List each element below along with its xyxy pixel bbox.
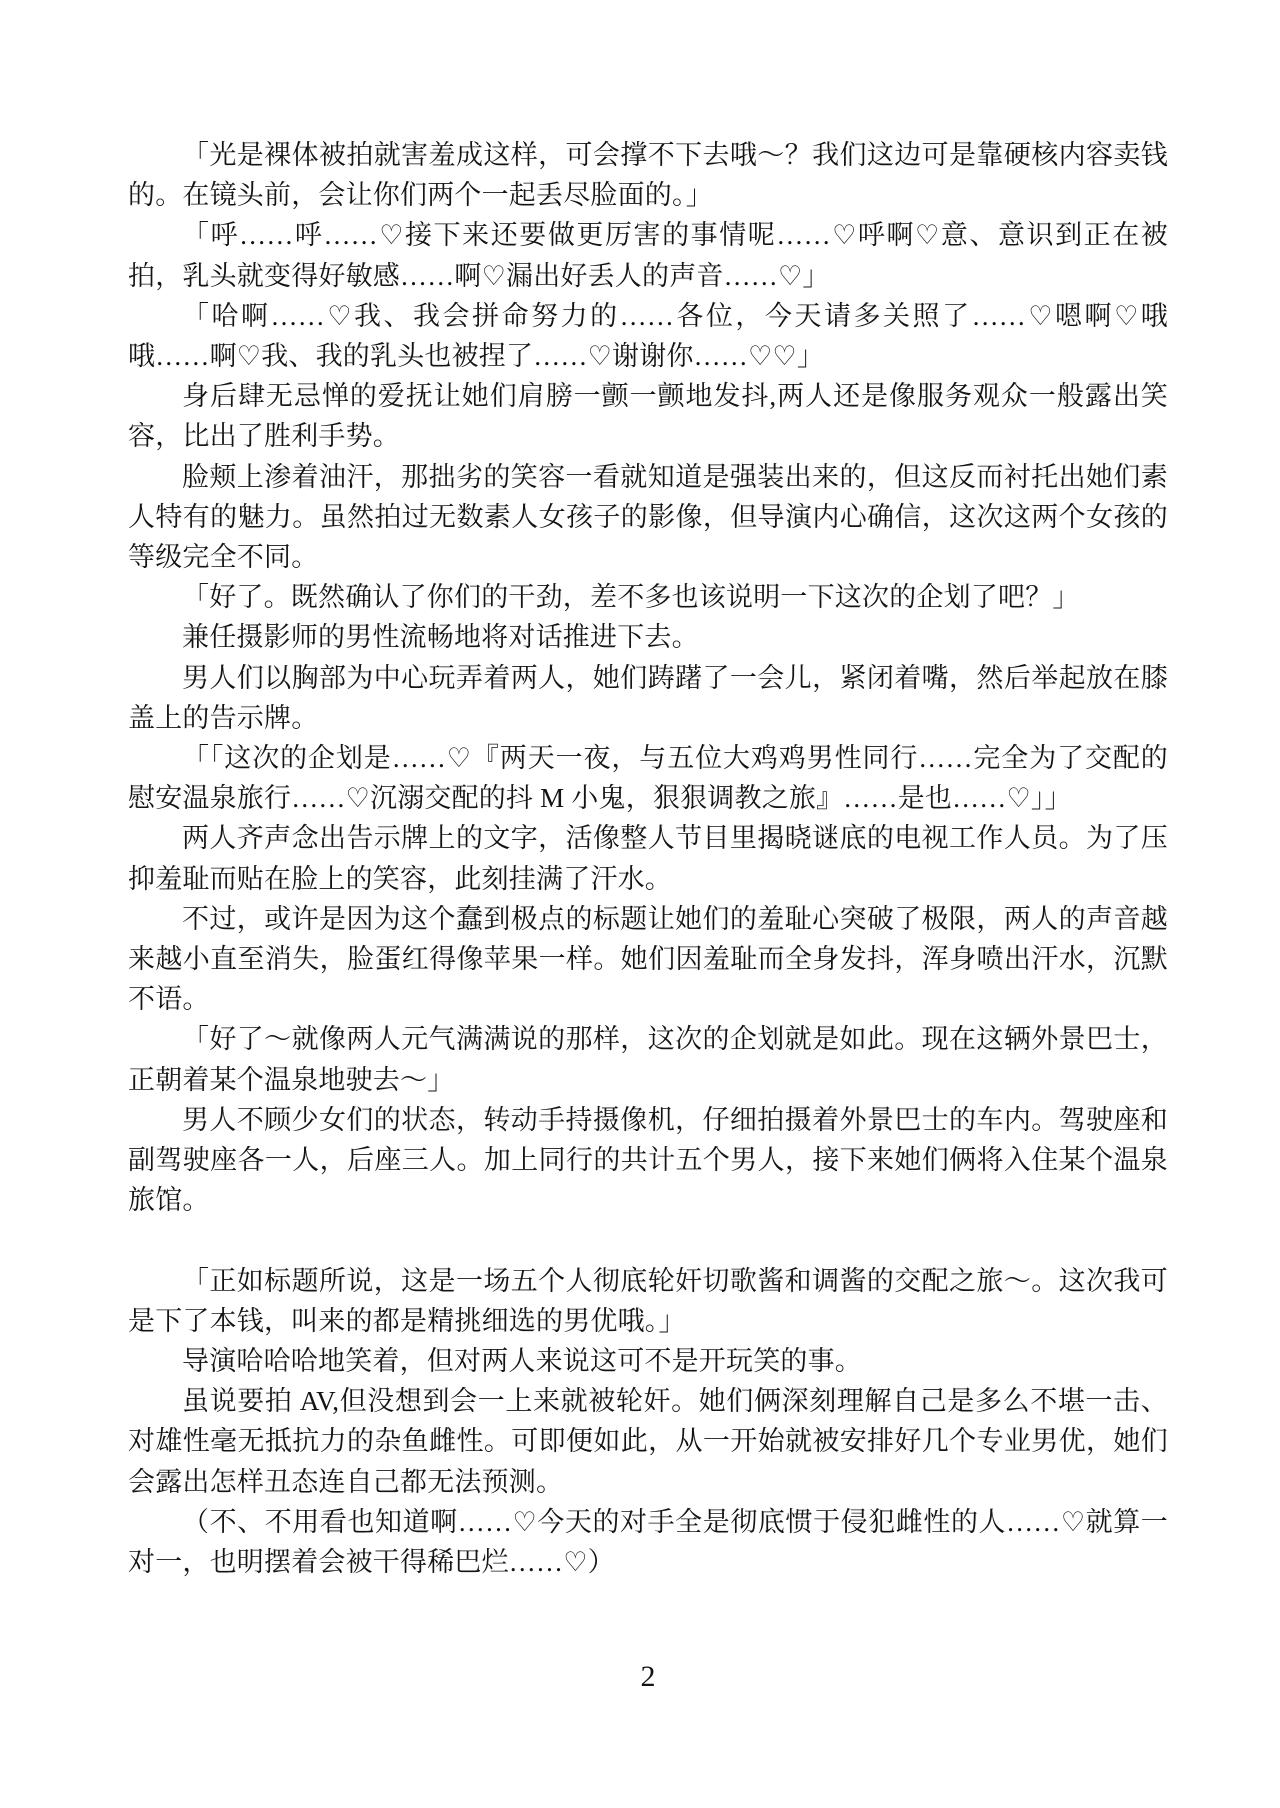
body-text <box>128 135 1168 1582</box>
paragraph-5: 脸颊上渗着油汗，那拙劣的笑容一看就知道是强装出来的，但这反而衬托出她们素人特有的魅力。虽然拍过无数素人女孩子的影像，但导演内心确信，这次这两个女孩的等级完全不同。 <box>128 461 1168 573</box>
page-number: 2 <box>640 1660 656 1693</box>
paragraph-6: 「好了。既然确认了你们的干劲，差不多也该说明一下这次的企划了吧？」 <box>182 582 1080 613</box>
paragraph-15: 「正如标题所说，这是一场五个人彻底轮奸切歌酱和调酱的交配之旅～。这次我可是下了本钱，叫来的都是精挑细选的男优哦。」 <box>128 1265 1168 1336</box>
paragraph-17: 虽说要拍 AV,但没想到会一上来就被轮奸。她们俩深刻理解自己是多么不堪一击、对雄性毫无抵抗力的杂鱼雌性。可即便如此，从一开始就被安排好几个专业男优，她们会露出怎样丑态连自己都无法预测。 <box>128 1386 1168 1497</box>
paragraph-7: 兼任摄影师的男性流畅地将对话推进下去。 <box>182 622 699 653</box>
paragraph-9: 「「这次的企划是……♡『两天一夜，与五位大鸡鸡男性同行……完全为了交配的慰安温泉旅行……♡沉溺交配的抖 M 小鬼，狠狠调教之旅』……是也……♡」」 <box>128 743 1168 814</box>
paragraph-3: 「哈啊……♡我、我会拼命努力的……各位，今天请多关照了……♡嗯啊♡哦哦……啊♡我、我的乳头也被捏了……♡谢谢你……♡♡」 <box>128 300 1168 372</box>
blank-line <box>128 1220 1168 1260</box>
paragraph-1: 「光是裸体被拍就害羞成这样，可会撑不下去哦～？我们这边可是靠硬核内容卖钱的。在镜头前，会让你们两个一起丢尽脸面的。」 <box>128 140 1168 211</box>
paragraph-10: 两人齐声念出告示牌上的文字，活像整人节目里揭晓谜底的电视工作人员。为了压抑羞耻而贴在脸上的笑容，此刻挂满了汗水。 <box>128 823 1168 894</box>
paragraph-12: 「好了～就像两人元气满满说的那样，这次的企划就是如此。现在这辆外景巴士，正朝着某个温泉地驶去～」 <box>128 1024 1168 1095</box>
paragraph-16: 导演哈哈哈地笑着，但对两人来说这可不是开玩笑的事。 <box>182 1346 862 1377</box>
paragraph-8: 男人们以胸部为中心玩弄着两人，她们踌躇了一会儿，紧闭着嘴，然后举起放在膝盖上的告示牌。 <box>128 662 1168 733</box>
paragraph-4: 身后肆无忌惮的爱抚让她们肩膀一颤一颤地发抖,两人还是像服务观众一般露出笑容，比出了胜利手势。 <box>128 381 1168 452</box>
paragraph-18: （不、不用看也知道啊……♡今天的对手全是彻底惯于侵犯雌性的人……♡就算一对一，也明摆着会被干得稀巴烂……♡） <box>128 1506 1168 1578</box>
paragraph-13: 男人不顾少女们的状态，转动手持摄像机，仔细拍摄着外景巴士的车内。驾驶座和副驾驶座各一人，后座三人。加上同行的共计五个男人，接下来她们俩将入住某个温泉旅馆。 <box>128 1104 1168 1216</box>
paragraph-11: 不过，或许是因为这个蠢到极点的标题让她们的羞耻心突破了极限，两人的声音越来越小直至消失，脸蛋红得像苹果一样。她们因羞耻而全身发抖，浑身喷出汗水，沉默不语。 <box>128 903 1168 1015</box>
paragraph-2: 「呼……呼……♡接下来还要做更厉害的事情呢……♡呼啊♡意、意识到正在被拍，乳头就变得好敏感……啊♡漏出好丢人的声音……♡」 <box>128 220 1168 291</box>
